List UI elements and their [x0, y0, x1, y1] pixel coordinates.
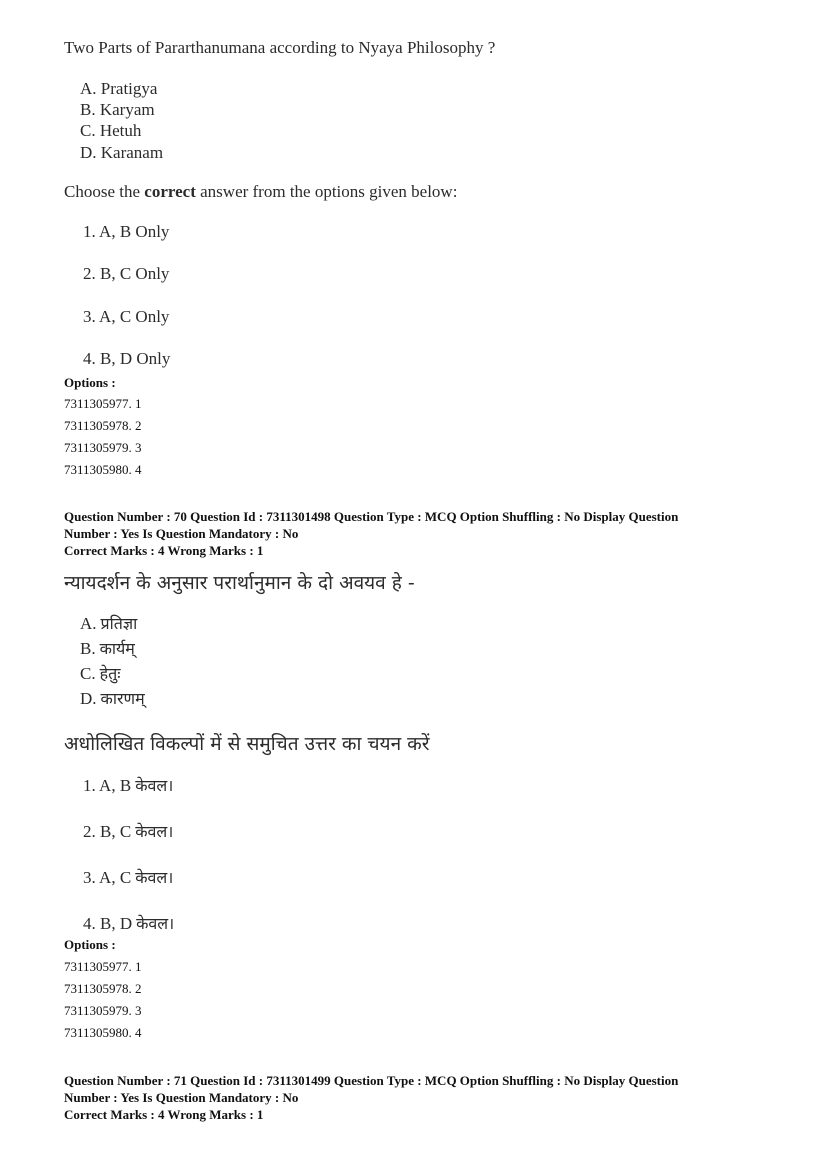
q70-marks: Correct Marks : 4 Wrong Marks : 1: [64, 543, 264, 558]
q70-choice-2-text: केवल।: [135, 822, 174, 841]
q70-meta: [64, 508, 764, 559]
q70-item-c-letter: C.: [80, 664, 96, 683]
q70-item-d-text: कारणम्: [100, 689, 145, 708]
q69-choice-3: 3. A, C Only: [83, 307, 170, 326]
q70-choice-1-text: केवल।: [135, 776, 174, 795]
q70-choice-4-text: केवल।: [136, 914, 175, 933]
q70-item-d: [80, 687, 145, 709]
q70-choice-3-num: 3. A, C: [83, 868, 132, 887]
q70-option-2: 7311305978. 2: [64, 981, 142, 996]
q69-option-2: 7311305978. 2: [64, 418, 142, 433]
q69-instruction-post: answer from the options given below:: [195, 182, 458, 201]
q69-option-4: 7311305980. 4: [64, 462, 142, 477]
q70-meta-line2: Number : Yes Is Question Mandatory : No: [64, 526, 299, 541]
q70-item-b: [80, 637, 135, 659]
q70-item-d-letter: D.: [80, 689, 97, 708]
q70-item-a-letter: A.: [80, 614, 97, 633]
q70-choice-2: [83, 820, 173, 842]
q69-options-label: Options :: [64, 375, 116, 390]
q69-question-text: Two Parts of Pararthanumana according to Nyaya Philosophy ?: [64, 38, 496, 57]
q69-instruction: [64, 182, 457, 202]
q70-choice-4-num: 4. B, D: [83, 914, 133, 933]
q70-option-4: 7311305980. 4: [64, 1025, 142, 1040]
q69-choice-1: 1. A, B Only: [83, 222, 170, 241]
q70-option-3: 7311305979. 3: [64, 1003, 142, 1018]
q70-choice-1-num: 1. A, B: [83, 776, 132, 795]
q70-item-c: [80, 662, 120, 684]
q69-option-1: 7311305977. 1: [64, 396, 142, 411]
q70-option-1: 7311305977. 1: [64, 959, 142, 974]
q70-options-label: Options :: [64, 937, 116, 952]
q69-item-d: D. Karanam: [80, 143, 164, 162]
q71-marks: Correct Marks : 4 Wrong Marks : 1: [64, 1107, 264, 1122]
q69-instruction-bold: correct: [144, 182, 196, 201]
q70-item-b-letter: B.: [80, 639, 96, 658]
q70-choice-3: [83, 866, 173, 888]
q69-choice-2: 2. B, C Only: [83, 264, 170, 283]
q69-choice-4: 4. B, D Only: [83, 349, 171, 368]
q70-meta-line1: Question Number : 70 Question Id : 7311301498 Question Type : MCQ Option Shuffling : No Display Question: [64, 509, 679, 524]
q69-item-c: C. Hetuh: [80, 121, 142, 140]
q70-choice-4: [83, 912, 174, 934]
q70-item-b-text: कार्यम्: [99, 639, 135, 658]
q69-item-b: B. Karyam: [80, 100, 155, 119]
q70-choice-2-num: 2. B, C: [83, 822, 132, 841]
q71-meta-line1: Question Number : 71 Question Id : 7311301499 Question Type : MCQ Option Shuffling : No Display Question: [64, 1073, 679, 1088]
q69-option-3: 7311305979. 3: [64, 440, 142, 455]
q71-meta: [64, 1072, 764, 1123]
q70-item-a: [80, 612, 137, 634]
q71-meta-line2: Number : Yes Is Question Mandatory : No: [64, 1090, 299, 1105]
q69-item-a: A. Pratigya: [80, 79, 158, 98]
q70-choice-3-text: केवल।: [135, 868, 174, 887]
q69-instruction-pre: Choose the: [64, 182, 145, 201]
q70-choice-1: [83, 774, 173, 796]
q70-item-c-text: हेतुः: [99, 664, 121, 683]
q70-question-text: न्यायदर्शन के अनुसार परार्थानुमान के दो अवयव हे -: [64, 572, 415, 594]
q70-instruction: अधोलिखित विकल्पों में से समुचित उत्तर का चयन करें: [64, 733, 430, 755]
q70-item-a-text: प्रतिज्ञा: [100, 614, 138, 633]
